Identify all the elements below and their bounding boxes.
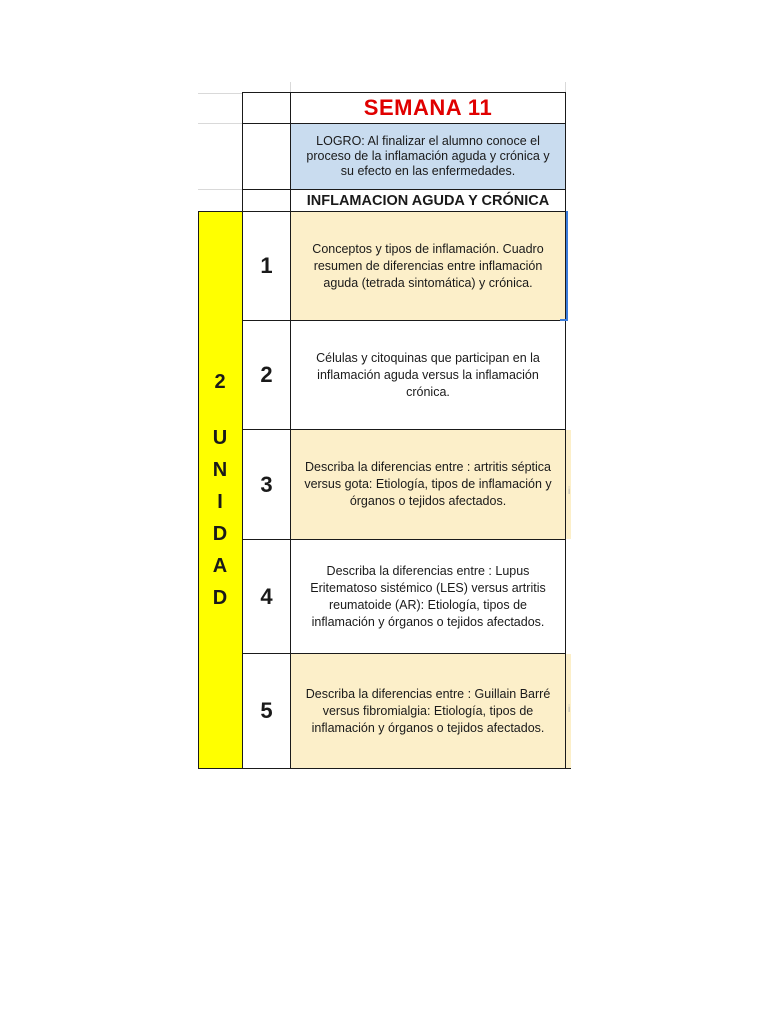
row-number: 4 xyxy=(260,583,273,609)
gridline xyxy=(198,211,566,212)
unit-letter: D xyxy=(212,587,228,609)
row-topic-text: Describa la diferencias entre : Lupus Eritematoso sistémico (LES) versus artritis reumatoide (AR): Etiología, tipos de inflamación y órganos o tejidos afectados. xyxy=(310,563,546,629)
unit-label-cell[interactable] xyxy=(198,212,242,768)
logro-cell[interactable] xyxy=(291,124,565,189)
unit-letter: N xyxy=(212,459,228,481)
row-topic-cell[interactable] xyxy=(291,654,565,768)
week-title-cell[interactable] xyxy=(291,93,565,123)
logro-text: LOGRO: Al finalizar el alumno conoce el proceso de la inflamación aguda y crónica y su efecto en las enfermedades. xyxy=(306,134,550,178)
faint-gridline xyxy=(198,189,242,190)
row-topic-cell[interactable] xyxy=(291,212,565,320)
gridline xyxy=(565,92,566,769)
selection-edge xyxy=(566,211,568,321)
unit-letter: D xyxy=(212,523,228,545)
unit-letter: U xyxy=(212,427,228,449)
next-column-sliver xyxy=(566,430,571,539)
faint-gridline xyxy=(198,93,242,94)
row-number: 2 xyxy=(260,362,273,387)
gridline xyxy=(290,92,291,769)
gridline xyxy=(198,768,571,769)
row-topic-cell[interactable] xyxy=(291,430,565,539)
subtitle-cell[interactable] xyxy=(291,190,565,211)
faint-gridline xyxy=(198,123,242,124)
selection-edge xyxy=(560,319,568,321)
row-topic-text: Describa la diferencias entre : artritis séptica versus gota: Etiología, tipos de inflamación y órganos o tejidos afectados. xyxy=(304,460,552,508)
row-topic-text: Células y citoquinas que participan en la inflamación aguda versus la inflamación crónica. xyxy=(316,350,540,399)
row-number: 3 xyxy=(260,471,273,497)
topic-subtitle: INFLAMACION AGUDA Y CRÓNICA xyxy=(306,192,550,209)
row-topic-cell[interactable] xyxy=(291,540,565,653)
row-number: 1 xyxy=(260,253,273,278)
row-number: 5 xyxy=(260,698,273,723)
row-number-cell[interactable] xyxy=(243,540,290,653)
week-title: SEMANA 11 xyxy=(363,95,493,120)
unit-letter: I xyxy=(217,491,223,513)
overflow-mark: i xyxy=(568,486,571,497)
unit-number: 2 xyxy=(214,371,226,393)
row-number-cell[interactable] xyxy=(243,321,290,429)
gridline xyxy=(198,211,199,769)
row-topic-text: Describa la diferencias entre : Guillain Barré versus fibromialgia: Etiología, tipos de inflamación y órganos o tejidos afectados. xyxy=(305,686,551,735)
row-number-cell[interactable] xyxy=(243,654,290,768)
row-topic-text: Conceptos y tipos de inflamación. Cuadro resumen de diferencias entre inflamación aguda (tetrada sintomática) y crónica. xyxy=(312,241,544,290)
row-number-cell[interactable] xyxy=(243,430,290,539)
unit-letter: A xyxy=(212,555,228,577)
row-topic-cell[interactable] xyxy=(291,321,565,429)
gridline xyxy=(242,92,243,769)
overflow-mark: i xyxy=(568,704,571,715)
row-number-cell[interactable] xyxy=(243,212,290,320)
